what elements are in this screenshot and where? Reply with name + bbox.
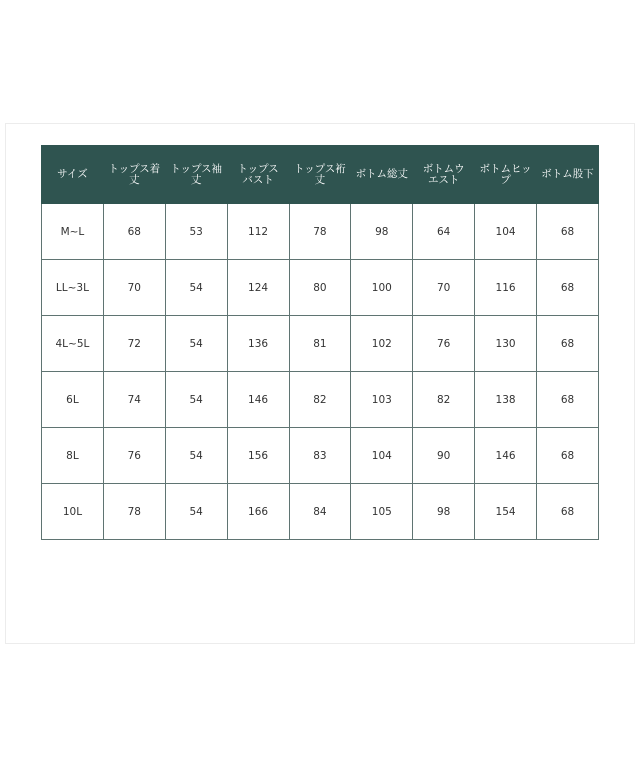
- table-cell: 105: [351, 484, 413, 540]
- table-cell: 156: [227, 428, 289, 484]
- table-cell: 68: [537, 484, 599, 540]
- table-cell: 102: [351, 316, 413, 372]
- header-cell-bottoms-inseam: ボトム股下: [537, 146, 599, 204]
- table-cell: 80: [289, 260, 351, 316]
- header-cell-size: サイズ: [42, 146, 104, 204]
- table-cell: 6L: [42, 372, 104, 428]
- header-row: [42, 146, 599, 204]
- table-cell: 53: [165, 204, 227, 260]
- table-cell: 130: [475, 316, 537, 372]
- table-cell: 78: [103, 484, 165, 540]
- table-cell: 64: [413, 204, 475, 260]
- size-chart-table: [41, 145, 599, 540]
- header-cell-bottoms-hip: ボトムヒップ: [475, 146, 537, 204]
- table-cell: 4L~5L: [42, 316, 104, 372]
- table-cell: 166: [227, 484, 289, 540]
- table-cell: 84: [289, 484, 351, 540]
- header-cell-bottoms-length: ボトム総丈: [351, 146, 413, 204]
- table-cell: 76: [413, 316, 475, 372]
- table-cell: 82: [289, 372, 351, 428]
- table-cell: 103: [351, 372, 413, 428]
- table-cell: 68: [103, 204, 165, 260]
- table-row: [42, 316, 599, 372]
- table-cell: 70: [103, 260, 165, 316]
- table-cell: 104: [475, 204, 537, 260]
- header-cell-tops-bust: トップス バスト: [227, 146, 289, 204]
- table-cell: 104: [351, 428, 413, 484]
- table-row: [42, 372, 599, 428]
- table-cell: 124: [227, 260, 289, 316]
- table-row: [42, 428, 599, 484]
- table-cell: 8L: [42, 428, 104, 484]
- table-cell: 82: [413, 372, 475, 428]
- table-cell: 146: [475, 428, 537, 484]
- table-cell: 74: [103, 372, 165, 428]
- header-cell-tops-sleeve: トップス袖丈: [165, 146, 227, 204]
- table-cell: 81: [289, 316, 351, 372]
- table-cell: 54: [165, 372, 227, 428]
- header-cell-tops-length: トップス着丈: [103, 146, 165, 204]
- table-cell: 98: [413, 484, 475, 540]
- table-cell: 146: [227, 372, 289, 428]
- table-cell: 70: [413, 260, 475, 316]
- table-cell: 10L: [42, 484, 104, 540]
- table-cell: 54: [165, 428, 227, 484]
- table-cell: 138: [475, 372, 537, 428]
- table-cell: 98: [351, 204, 413, 260]
- table-cell: 68: [537, 316, 599, 372]
- header-cell-tops-yuki: トップス裄丈: [289, 146, 351, 204]
- table-cell: 76: [103, 428, 165, 484]
- table-cell: 100: [351, 260, 413, 316]
- table-row: [42, 260, 599, 316]
- table-cell: 54: [165, 316, 227, 372]
- table-cell: 116: [475, 260, 537, 316]
- table-cell: 54: [165, 260, 227, 316]
- table-cell: 68: [537, 204, 599, 260]
- table-row: [42, 204, 599, 260]
- table-cell: 90: [413, 428, 475, 484]
- table-cell: 68: [537, 372, 599, 428]
- header-cell-bottoms-waist: ボトムウ エスト: [413, 146, 475, 204]
- table-cell: 68: [537, 428, 599, 484]
- table-cell: 54: [165, 484, 227, 540]
- table-cell: 154: [475, 484, 537, 540]
- table-cell: 68: [537, 260, 599, 316]
- table-cell: 72: [103, 316, 165, 372]
- table-cell: 83: [289, 428, 351, 484]
- table-cell: 112: [227, 204, 289, 260]
- table-cell: M~L: [42, 204, 104, 260]
- table-row: [42, 484, 599, 540]
- table-cell: 78: [289, 204, 351, 260]
- table-cell: LL~3L: [42, 260, 104, 316]
- table-cell: 136: [227, 316, 289, 372]
